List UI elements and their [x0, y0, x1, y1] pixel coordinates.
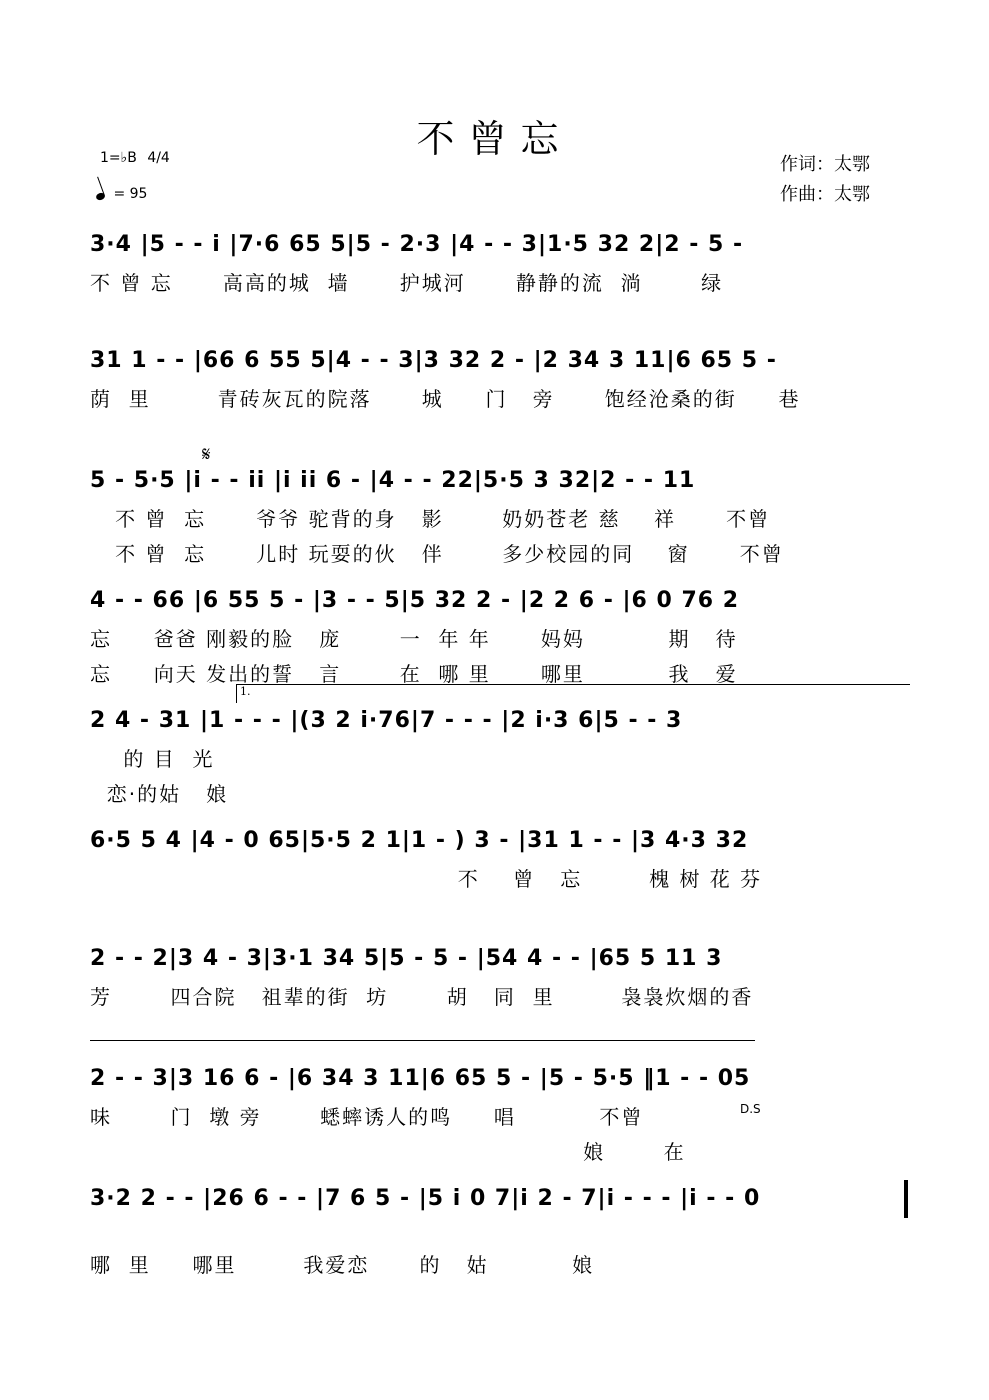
key-signature [100, 150, 170, 166]
system-9 [90, 1186, 910, 1278]
notes-line: 2 4 - 31 |1 - - - |(3 2 i·76|7 - - - |2 i·3 6|5 - - 3 [90, 708, 683, 733]
lyrics-line-2: 娘 在 [90, 1140, 686, 1164]
song-title: 不曾忘 [416, 117, 573, 161]
notes-line: 2 - - 3|3 16 6 - |6 34 3 11|6 65 5 - |5 - 5·5 ‖1 - - 05 [90, 1066, 751, 1091]
system-7 [90, 946, 910, 1010]
lyrics-line: 不 曾 忘 爷爷 驼背的身 影 奶奶苍老 慈 祥 不曾 [90, 507, 771, 531]
lyrics-line: 的 目 光 [90, 747, 215, 771]
lyrics-line: 忘 爸爸 刚毅的脸 庞 一 年 年 妈妈 期 待 [90, 627, 738, 651]
lyrics-line: 味 门 墩 旁 蟋蟀诱人的鸣 唱 不曾 [90, 1105, 644, 1129]
lyrics-line: 荫 里 青砖灰瓦的院落 城 门 旁 饱经沧桑的街 巷 [90, 387, 801, 411]
tempo-value: = 95 [113, 186, 148, 202]
system-8 [90, 1066, 910, 1165]
segno-mark: 𝄋 [202, 442, 211, 466]
ds-mark: D.S [740, 1102, 761, 1116]
lyrics-line-2: 不 曾 忘 儿时 玩耍的伙 伴 多少校园的同 窗 不曾 [90, 542, 784, 566]
credits [780, 150, 870, 210]
notes-line: 31 1 - - |66 6 55 5|4 - - 3|3 32 2 - |2 34 3 11|6 65 5 - [90, 348, 777, 373]
repeat-bracket [90, 1040, 755, 1041]
lyrics-line: 不 曾 忘 槐 树 花 芬 [90, 867, 763, 891]
notes-line: 5 - 5·5 |i - - ii |i ii 6 - |4 - - 22|5·5 3 32|2 - - 11 [90, 468, 696, 493]
lyrics-line-2: 忘 向天 发出的誓 言 在 哪 里 哪里 我 爱 [90, 662, 738, 686]
composer: 作曲：太鄂 [780, 184, 870, 205]
system-6 [90, 828, 910, 892]
time-signature: 4/4 [147, 150, 170, 166]
system-5 [90, 685, 910, 807]
system-1 [90, 232, 910, 296]
lyrics-line: 哪 里 哪里 我爱恋 的 姑 娘 [90, 1253, 595, 1277]
notes-line: 3·4 |5 - - i |7·6 65 5|5 - 2·3 |4 - - 3|1·5 32 2|2 - 5 - [90, 232, 744, 257]
notes-line: 3·2 2 - - |26 6 - - |7 6 5 - |5 i 0 7|i 2 - 7|i - - - |i - - 0 [90, 1186, 761, 1211]
key-label: 1=♭B [100, 150, 137, 166]
lyrics-line: 芳 四合院 祖辈的街 坊 胡 同 里 袅袅炊烟的香 [90, 985, 754, 1009]
notes-line: 4 - - 66 |6 55 5 - |3 - - 5|5 32 2 - |2 2 6 - |6 0 76 2 [90, 588, 740, 613]
lyrics-line: 不 曾 忘 高高的城 墙 护城河 静静的流 淌 绿 [90, 271, 724, 295]
volta-bracket: 1. [236, 684, 910, 703]
tempo-marking [96, 186, 147, 202]
lyricist: 作词：太鄂 [780, 154, 870, 175]
system-2 [90, 348, 910, 412]
system-3 [90, 442, 910, 567]
notes-line: 6·5 5 4 |4 - 0 65|5·5 2 1|1 - ) 3 - |31 1 - - |3 4·3 32 [90, 828, 749, 853]
system-4 [90, 588, 910, 687]
notes-line: 2 - - 2|3 4 - 3|3·1 34 5|5 - 5 - |54 4 - - |65 5 11 3 [90, 946, 723, 971]
quarter-note-icon [95, 192, 106, 202]
lyrics-line-2: 恋·的姑 娘 [90, 782, 229, 806]
final-barline [904, 1180, 908, 1218]
